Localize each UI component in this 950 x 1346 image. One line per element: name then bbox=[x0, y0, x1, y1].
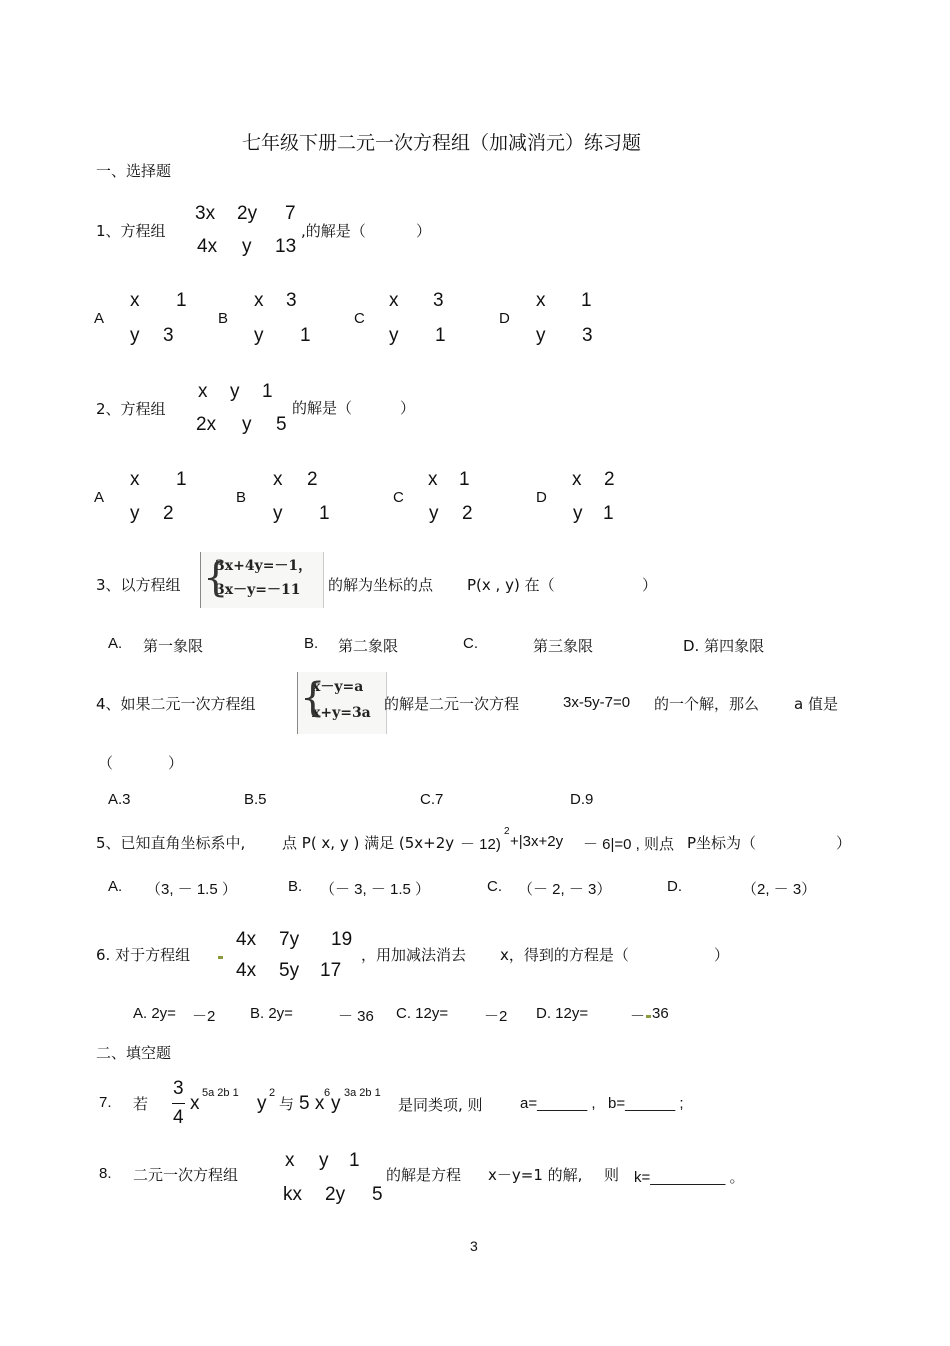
option-letter: C bbox=[393, 489, 404, 506]
question-5-text-2: 点 P( x, y ) 满足 (5x+2y bbox=[282, 834, 455, 852]
q4-option-a[interactable]: A.3 bbox=[108, 791, 131, 808]
question-3-close: ） bbox=[642, 576, 658, 594]
option-text: （－ 2, － 3） bbox=[518, 881, 612, 898]
option-letter: A bbox=[94, 489, 105, 506]
img-eq-row: 3x+4y=－1， bbox=[215, 558, 313, 574]
option-letter: C. 12y= bbox=[396, 1005, 449, 1022]
option-value: － bbox=[630, 1008, 646, 1025]
q1-eq-term: 4x bbox=[197, 236, 218, 257]
option-term: x bbox=[389, 290, 399, 311]
option-term: 2 bbox=[604, 469, 615, 490]
option-letter: B. bbox=[288, 878, 303, 895]
option-text: （3, － 1.5 ） bbox=[146, 881, 237, 898]
answer-blank-b[interactable]: b=______ ; bbox=[608, 1095, 684, 1112]
option-term: x bbox=[130, 290, 140, 311]
question-4-label: 4、如果二元一次方程组 bbox=[96, 695, 256, 713]
q4-option-b[interactable]: B.5 bbox=[244, 791, 267, 808]
option-term: 1 bbox=[435, 325, 446, 346]
q8-eq-term: 5 bbox=[372, 1184, 383, 1205]
q1-eq-term: y bbox=[242, 236, 252, 257]
question-5-text-3: － 12) bbox=[460, 836, 501, 853]
question-1-label: 1、方程组 bbox=[96, 222, 166, 240]
option-term: x bbox=[428, 469, 438, 490]
term-y2-exponent: 3a 2b 1 bbox=[344, 1087, 381, 1099]
stray-mark-icon bbox=[218, 956, 223, 959]
option-term: x bbox=[254, 290, 264, 311]
q6-eq-term: 4x bbox=[236, 960, 257, 981]
question-6-text-1: ，用加减法消去 bbox=[361, 946, 467, 964]
q8-eq-term: x bbox=[285, 1150, 295, 1171]
q2-eq-term: x bbox=[198, 381, 208, 402]
option-text: （2, － 3） bbox=[742, 881, 817, 898]
answer-blank-a[interactable]: a=______ , bbox=[520, 1095, 596, 1112]
option-value: －2 bbox=[484, 1008, 508, 1025]
question-7-yu: 与 bbox=[279, 1095, 295, 1113]
question-5-close: ） bbox=[836, 834, 852, 852]
q2-eq-term: y bbox=[230, 381, 240, 402]
option-term: 3 bbox=[286, 290, 297, 311]
q4-equation-image bbox=[297, 672, 387, 734]
q8-eq-term: y bbox=[319, 1150, 329, 1171]
question-5-text-5: － 6|=0 , 则点 bbox=[583, 836, 675, 853]
q6-eq-term: 5y bbox=[279, 960, 300, 981]
question-2-close: ） bbox=[400, 399, 416, 417]
option-term: 2 bbox=[163, 503, 174, 524]
option-term: y bbox=[573, 503, 583, 524]
option-term: x bbox=[130, 469, 140, 490]
option-letter: C. bbox=[487, 878, 502, 895]
question-4-text-1: 的解是二元一次方程 bbox=[384, 695, 520, 713]
question-5-text-1: 5、已知直角坐标系中, bbox=[96, 834, 246, 852]
option-term: 3 bbox=[582, 325, 593, 346]
question-1-suffix: ,的解是（ bbox=[301, 222, 366, 240]
term-y2: y bbox=[331, 1093, 341, 1114]
q4-option-d[interactable]: D.9 bbox=[570, 791, 594, 808]
question-1-close: ） bbox=[416, 222, 432, 240]
question-5-sup: 2 bbox=[504, 826, 510, 837]
option-letter: B. 2y= bbox=[250, 1005, 293, 1022]
term-x-exponent: 5a 2b 1 bbox=[202, 1087, 239, 1099]
option-term: y bbox=[130, 325, 140, 346]
term-y: y bbox=[257, 1093, 267, 1114]
question-8-text-1: 的解是方程 bbox=[386, 1166, 462, 1184]
option-term: y bbox=[130, 503, 140, 524]
img-eq-row: x－y=a bbox=[312, 679, 364, 695]
option-letter: A. bbox=[108, 635, 123, 652]
option-letter: B bbox=[218, 310, 229, 327]
option-value: － 36 bbox=[338, 1008, 374, 1025]
option-letter: D bbox=[499, 310, 510, 327]
option-term: 1 bbox=[176, 469, 187, 490]
option-text: D. 第四象限 bbox=[683, 637, 765, 655]
page-number: 3 bbox=[470, 1238, 478, 1254]
question-5-text-4: +|3x+2y bbox=[510, 833, 564, 850]
q3-equation-image bbox=[200, 552, 324, 608]
section-heading-fill: 二、填空题 bbox=[96, 1044, 172, 1062]
section-heading-choice: 一、选择题 bbox=[96, 162, 172, 180]
q1-eq-term: 13 bbox=[275, 236, 297, 257]
brace-icon: { bbox=[300, 675, 326, 721]
option-letter: A. bbox=[108, 878, 123, 895]
img-eq-row: x+y=3a bbox=[312, 705, 371, 721]
answer-blank-k[interactable]: k=_________ 。 bbox=[634, 1169, 745, 1186]
option-term: 1 bbox=[603, 503, 614, 524]
option-term: 3 bbox=[433, 290, 444, 311]
q6-eq-term: 4x bbox=[236, 929, 257, 950]
brace-icon: { bbox=[203, 555, 229, 601]
q2-eq-term: y bbox=[242, 414, 252, 435]
question-4-text-2: 的一个解，那么 bbox=[654, 695, 760, 713]
question-8-label: 二元一次方程组 bbox=[133, 1166, 239, 1184]
question-7-text: 是同类项, 则 bbox=[398, 1096, 483, 1114]
option-letter: B bbox=[236, 489, 247, 506]
option-term: x bbox=[273, 469, 283, 490]
option-letter: C. bbox=[463, 635, 478, 652]
question-2-label: 2、方程组 bbox=[96, 400, 166, 418]
fraction-denominator: 4 bbox=[173, 1107, 184, 1128]
question-4-paren-close: ） bbox=[168, 754, 184, 772]
stray-mark-icon bbox=[646, 1015, 651, 1018]
q6-eq-term: 19 bbox=[331, 929, 353, 950]
option-value: 36 bbox=[652, 1005, 669, 1022]
q8-eq-term: 2y bbox=[325, 1184, 346, 1205]
question-4-a: a 值是 bbox=[794, 695, 838, 713]
img-eq-row: 3x－y=－11 bbox=[215, 582, 301, 598]
q4-option-c[interactable]: C.7 bbox=[420, 791, 444, 808]
option-letter: B. bbox=[304, 635, 319, 652]
option-term: y bbox=[536, 325, 546, 346]
term-5x: 5 x bbox=[299, 1093, 325, 1114]
fraction-numerator: 3 bbox=[173, 1078, 184, 1099]
option-term: 1 bbox=[176, 290, 187, 311]
q6-eq-term: 17 bbox=[320, 960, 342, 981]
question-4-paren-open: （ bbox=[98, 754, 114, 772]
option-letter: C bbox=[354, 310, 365, 327]
option-letter: D. 12y= bbox=[536, 1005, 589, 1022]
option-term: y bbox=[254, 325, 264, 346]
q6-eq-term: 7y bbox=[279, 929, 300, 950]
q8-eq-term: 1 bbox=[349, 1150, 360, 1171]
fraction-bar bbox=[172, 1103, 185, 1104]
option-term: 1 bbox=[319, 503, 330, 524]
question-7-ruo: 若 bbox=[133, 1095, 149, 1113]
question-8-number: 8. bbox=[99, 1165, 112, 1182]
question-3-point: P(x , y) 在（ bbox=[467, 576, 555, 594]
question-7-number: 7. bbox=[99, 1094, 112, 1111]
question-6-label: 6. 对于方程组 bbox=[96, 946, 191, 964]
option-term: y bbox=[429, 503, 439, 524]
option-letter: D. bbox=[667, 878, 682, 895]
option-term: 1 bbox=[300, 325, 311, 346]
option-text: 第一象限 bbox=[143, 637, 204, 655]
option-term: 2 bbox=[462, 503, 473, 524]
q1-eq-term: 2y bbox=[237, 203, 258, 224]
question-2-suffix: 的解是（ bbox=[292, 399, 353, 417]
option-term: x bbox=[536, 290, 546, 311]
option-term: 2 bbox=[307, 469, 318, 490]
option-text: 第三象限 bbox=[533, 637, 594, 655]
term-5x-exponent: 6 bbox=[324, 1087, 331, 1099]
q8-eq-term: kx bbox=[283, 1184, 302, 1205]
question-6-x: x，得到的方程是（ bbox=[500, 946, 629, 964]
option-term: x bbox=[572, 469, 582, 490]
page-title: 七年级下册二元一次方程组（加减消元）练习题 bbox=[242, 132, 642, 154]
question-8-equation: x－y=1 的解, bbox=[488, 1166, 583, 1184]
option-term: 1 bbox=[459, 469, 470, 490]
question-5-text-6: P坐标为（ bbox=[687, 834, 757, 852]
q2-eq-term: 5 bbox=[276, 414, 287, 435]
option-term: 1 bbox=[581, 290, 592, 311]
option-term: y bbox=[273, 503, 283, 524]
question-4-equation: 3x-5y-7=0 bbox=[563, 694, 631, 711]
term-y-exponent: 2 bbox=[269, 1087, 276, 1099]
term-x: x bbox=[190, 1093, 200, 1114]
option-value: －2 bbox=[192, 1008, 216, 1025]
question-3-suffix: 的解为坐标的点 bbox=[328, 576, 434, 594]
q1-eq-term: 3x bbox=[195, 203, 216, 224]
option-term: y bbox=[389, 325, 399, 346]
option-text: （－ 3, － 1.5 ） bbox=[320, 881, 431, 898]
question-6-close: ） bbox=[714, 946, 730, 964]
option-letter: D bbox=[536, 489, 547, 506]
q2-eq-term: 1 bbox=[262, 381, 273, 402]
option-term: 3 bbox=[163, 325, 174, 346]
option-letter: A bbox=[94, 310, 105, 327]
q1-eq-term: 7 bbox=[285, 203, 296, 224]
q2-eq-term: 2x bbox=[196, 414, 217, 435]
question-3-label: 3、以方程组 bbox=[96, 576, 181, 594]
question-8-text-2: 则 bbox=[604, 1166, 620, 1184]
option-text: 第二象限 bbox=[338, 637, 399, 655]
option-letter: A. 2y= bbox=[133, 1005, 176, 1022]
